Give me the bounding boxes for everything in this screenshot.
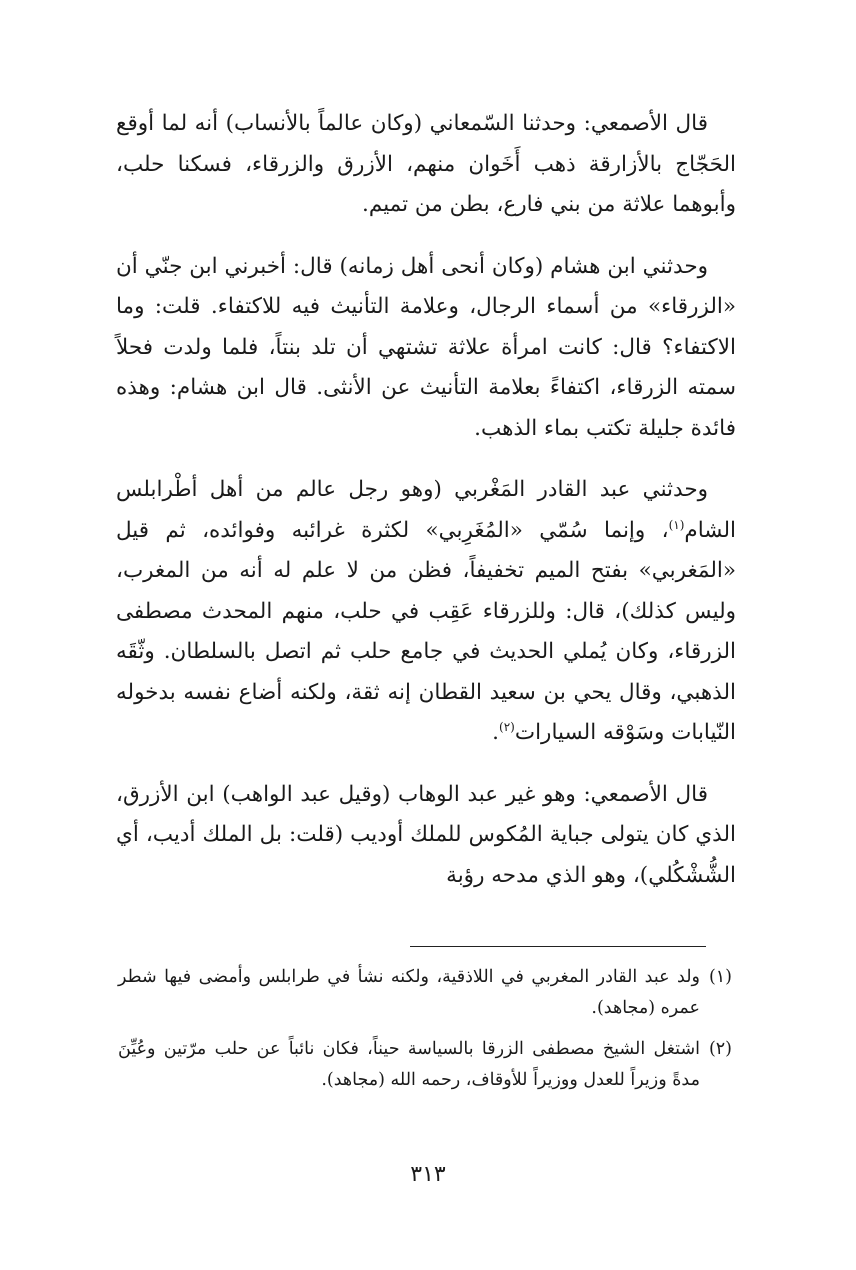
paragraph-asmai-samani: قال الأصمعي: وحدثنا السّمعاني (وكان عالماً بالأنساب) أنه لما أوقع الحَجّاج بالأزارقة ذهب أَخَوان منهم، الأزرق والزرقاء، فسكنا حلب، وأبوهما علاثة من بني فارع، بطن من تميم. [116,111,736,217]
page-number: ٣١٣ [410,1162,446,1187]
footnote-text: ولد عبد القادر المغربي في اللاذقية، ولكنه نشأ في طرابلس وأمضى فيها شطر عمره (مجاهد). [118,967,700,1018]
main-text [116,104,736,917]
footnotes [118,962,732,1106]
footnote-number: (٢) [708,1039,732,1059]
paragraph-text-part: ، وإنما سُمّي «المُغَرِبي» لكثرة غرائبه وفوائده، ثم قيل «المَغربي» بفتح الميم تخفيفاً، فظن من لا علم له أنه من المغرب، وليس كذلك)، قال: وللزرقاء عَقِب في حلب، منهم المحدث مصطفى الزرقاء، وكان يُملي الحديث في جامع حلب ثم اتصل بالسلطان. وثّقَه الذهبي، وقال يحي بن سعيد القطان إنه ثقة، ولكنه أضاع نفسه بدخوله النّيابات وسَوْقه السيارات [116,517,736,745]
paragraph-abd-al-wahhab: قال الأصمعي: وهو غير عبد الوهاب (وقيل عبد الواهب) ابن الأزرق، الذي كان يتولى جباية المُكوس للملك أوديب (قلت: بل الملك أديب، أي الشُّشْكُلي)، وهو الذي مدحه رؤبة [116,781,736,888]
paragraph-abd-al-qadir-maghribi [116,470,736,754]
paragraph-text-part: . [492,720,500,745]
paragraph-text-part: وحدثني عبد القادر المَغْربي (وهو رجل عالم من أهل أطْرابلس الشام [116,477,736,543]
paragraph-ibn-hisham: وحدثني ابن هشام (وكان أنحى أهل زمانه) قال: أخبرني ابن جنّي أن «الزرقاء» من أسماء الرجال، وعلامة التأنيث فيه للاكتفاء. قلت: وما الاكتفاء؟ قال: كانت امرأة علاثة تشتهي أن تلد بنتاً، فلما ولدت فحلاً سمته الزرقاء، اكتفاءً بعلامة التأنيث عن الأنثى. قال ابن هشام: وهذه فائدة جليلة تكتب بماء الذهب. [116,253,736,441]
footnote-ref-2[interactable]: (٢) [499,719,515,734]
footnote-ref-1[interactable]: (١) [668,517,685,532]
footnote-2 [118,1034,732,1096]
footnote-number: (١) [708,967,732,987]
footnote-1 [118,962,732,1024]
footnote-text: اشتغل الشيخ مصطفى الزرقا بالسياسة حيناً، فكان نائباً عن حلب مرّتين وعُيِّنَ مدةً وزيراً للعدل ووزيراً للأوقاف، رحمه الله (مجاهد). [118,1039,700,1090]
footnote-separator [410,946,706,947]
